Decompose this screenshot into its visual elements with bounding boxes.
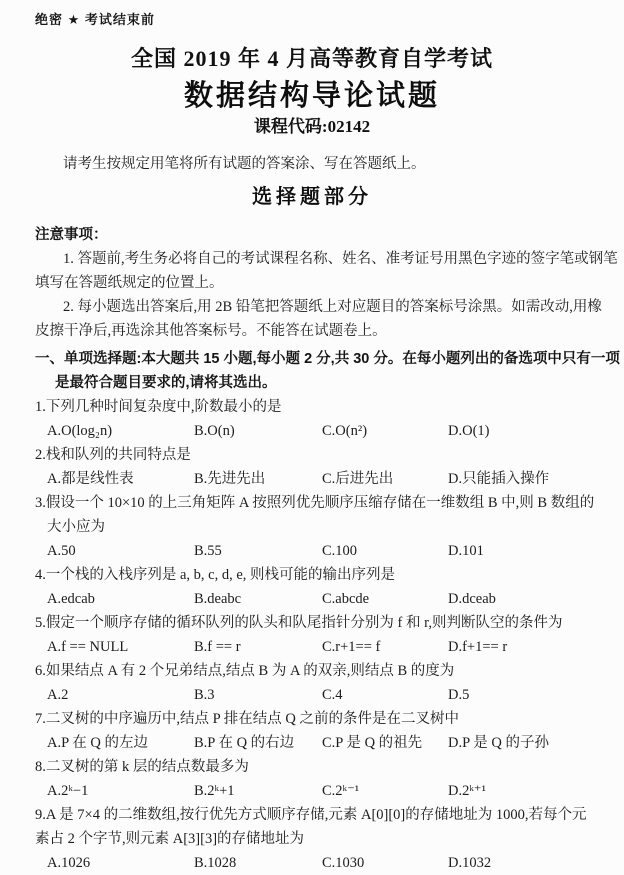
security-notice: 绝密 ★ 考试结束前 xyxy=(35,12,155,27)
question-block xyxy=(0,755,624,803)
notes-heading: 注意事项： xyxy=(35,227,108,243)
question-stem: 3.假设一个 10×10 的上三角矩阵 A 按照列优先顺序压缩存储在一维数组 B 中,则 B 数组的 xyxy=(35,495,595,511)
question-stem: 9.A 是 7×4 的二维数组,按行优先方式顺序存储,元素 A[0][0]的存储地址为 1000,若每个元 xyxy=(35,807,587,823)
note-line: 填写在答题纸规定的位置上。 xyxy=(35,275,224,291)
question-stem: 7.二叉树的中序遍历中,结点 P 排在结点 Q 之前的条件是在二叉树中 xyxy=(35,711,459,727)
question-block xyxy=(0,491,624,563)
question-list xyxy=(0,395,624,875)
note-line: 皮擦干净后,再选涂其他答案标号。不能答在试题卷上。 xyxy=(35,323,387,339)
option-a: A.1026 xyxy=(47,855,91,871)
answer-instruction: 请考生按规定用笔将所有试题的答案涂、写在答题纸上。 xyxy=(63,156,426,172)
question-stem-line2: 大小应为 xyxy=(47,519,105,535)
question-stem: 2.栈和队列的共同特点是 xyxy=(35,447,191,463)
option-b: B.先进先出 xyxy=(194,471,266,487)
option-a: A.O(log₂n) xyxy=(47,423,113,439)
question-options xyxy=(47,419,624,443)
question-block xyxy=(0,707,624,755)
option-d: D.101 xyxy=(448,543,484,559)
option-b: B.55 xyxy=(194,543,222,559)
question-block xyxy=(0,659,624,707)
note-line: 1. 答题前,考生务必将自己的考试课程名称、姓名、准考证号用黑色字迹的签字笔或钢笔 xyxy=(63,251,618,267)
option-c: C.后进先出 xyxy=(322,471,394,487)
option-a: A.50 xyxy=(47,543,76,559)
option-c: C.1030 xyxy=(322,855,365,871)
option-a: A.2ᵏ−1 xyxy=(47,783,89,799)
option-a: A.都是线性表 xyxy=(47,471,134,487)
question-block xyxy=(0,563,624,611)
question-options xyxy=(47,851,624,875)
question-stem-line2: 素占 2 个字节,则元素 A[3][3]的存储地址为 xyxy=(35,831,305,847)
question-options xyxy=(47,683,624,707)
option-a: A.f == NULL xyxy=(47,639,129,655)
option-d: D.2ᵏ⁺¹ xyxy=(448,783,486,799)
question-stem: 5.假定一个顺序存储的循环队列的队头和队尾指针分别为 f 和 r,则判断队空的条件为 xyxy=(35,615,563,631)
question-stem: 8.二叉树的第 k 层的结点数最多为 xyxy=(35,759,249,775)
paper-title: 数据结构导论试题 xyxy=(183,80,440,112)
option-d: D.1032 xyxy=(448,855,492,871)
question-options xyxy=(47,731,624,755)
option-c: C.4 xyxy=(322,687,343,703)
option-b: B.3 xyxy=(194,687,215,703)
option-b: B.deabc xyxy=(194,591,242,607)
option-a: A.edcab xyxy=(47,591,95,607)
question-options xyxy=(47,587,624,611)
option-d: D.P 是 Q 的子孙 xyxy=(448,735,549,751)
option-d: D.5 xyxy=(448,687,470,703)
question-block xyxy=(0,611,624,659)
option-b: B.2ᵏ+1 xyxy=(194,783,235,799)
option-a: A.2 xyxy=(47,687,69,703)
option-b: B.f == r xyxy=(194,639,241,655)
option-d: D.只能插入操作 xyxy=(448,471,550,487)
option-b: B.O(n) xyxy=(194,423,235,439)
option-c: C.O(n²) xyxy=(322,423,368,439)
question-options xyxy=(47,635,624,659)
question-stem: 1.下列几种时间复杂度中,阶数最小的是 xyxy=(35,399,282,415)
question-stem: 6.如果结点 A 有 2 个兄弟结点,结点 B 为 A 的双亲,则结点 B 的度为 xyxy=(35,663,455,679)
option-c: C.abcde xyxy=(322,591,370,607)
option-a: A.P 在 Q 的左边 xyxy=(47,735,148,751)
option-c: C.P 是 Q 的祖先 xyxy=(322,735,423,751)
section-one-heading-line1: 一、单项选择题:本大题共 15 小题,每小题 2 分,共 30 分。在每小题列出的备选项中只有一项 xyxy=(35,351,620,367)
option-c: C.2ᵏ⁻¹ xyxy=(322,783,360,799)
option-c: C.100 xyxy=(322,543,358,559)
option-d: D.O(1) xyxy=(448,423,490,439)
question-options xyxy=(47,539,624,563)
option-b: B.P 在 Q 的右边 xyxy=(194,735,295,751)
question-block xyxy=(0,803,624,875)
option-b: B.1028 xyxy=(194,855,237,871)
question-options xyxy=(47,467,624,491)
question-options xyxy=(47,779,624,803)
question-block xyxy=(0,443,624,491)
course-code: 课程代码:02142 xyxy=(253,117,371,136)
option-c: C.r+1== f xyxy=(322,639,381,655)
section-one-heading-line2: 是最符合题目要求的,请将其选出。 xyxy=(55,375,277,391)
exam-title: 全国 2019 年 4 月高等教育自学考试 xyxy=(130,46,493,71)
question-block xyxy=(0,395,624,443)
option-d: D.f+1== r xyxy=(448,639,508,655)
paper-body xyxy=(0,223,624,875)
question-stem: 4.一个栈的入栈序列是 a, b, c, d, e, 则栈可能的输出序列是 xyxy=(35,567,396,583)
note-line: 2. 每小题选出答案后,用 2B 铅笔把答题纸上对应题目的答案标号涂黑。如需改动,用橡 xyxy=(63,299,602,315)
option-d: D.dceab xyxy=(448,591,496,607)
section-title: 选择题部分 xyxy=(252,186,372,208)
